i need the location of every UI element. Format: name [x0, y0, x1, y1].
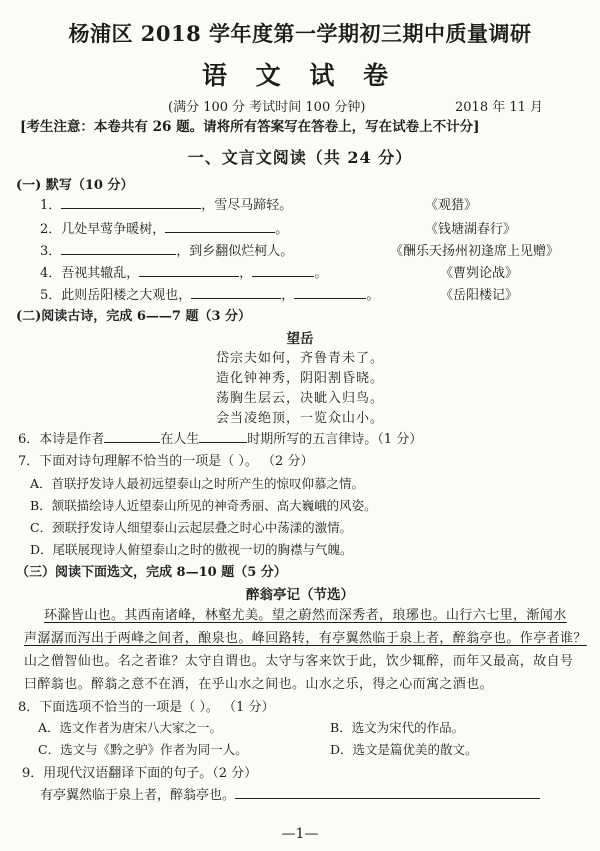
question-3 [40, 240, 293, 259]
q1-answer-blank[interactable] [61, 196, 201, 209]
q3-text: ，到乡翻似烂柯人。 [176, 244, 294, 259]
q2-text: 几处早莺争暖树， [61, 222, 166, 237]
q7-option-b: B．颔联描绘诗人近望泰山所见的神奇秀丽、高大巍峨的风姿。 [30, 498, 377, 513]
q3-answer-blank[interactable] [61, 242, 176, 255]
q5-answer-blank-1[interactable] [191, 286, 281, 299]
q4-answer-blank-1[interactable] [139, 264, 239, 277]
q8-option-d: D．选文是篇优美的散文。 [330, 742, 478, 757]
section-heading: 一、文言文阅读（共 24 分） [187, 148, 413, 167]
score-time: (满分 100 分 考试时间 100 分钟) [168, 100, 366, 115]
exam-date: 2018 年 11 月 [455, 100, 544, 115]
question-4: 4．吾视其辙乱， ， 。 [40, 266, 328, 281]
question-1 [40, 194, 292, 213]
q4-number: 4． [40, 266, 62, 281]
exam-title: 杨浦区 2018 学年度第一学期初三期中质量调研 [68, 21, 532, 46]
poem-line: 会当凌绝顶，一览众山小。 [215, 411, 384, 426]
part2-label: (二)阅读古诗，完成 6——7 题（3 分） [16, 309, 252, 324]
q9-answer-blank[interactable] [235, 786, 540, 799]
poem-line: 造化钟神秀，阴阳割昏晓。 [215, 371, 384, 386]
q1-source: 《观猎》 [425, 198, 478, 213]
q4-answer-blank-2[interactable] [252, 264, 314, 277]
q3-number: 3． [40, 244, 62, 259]
q1-text: ，雪尽马蹄轻。 [201, 198, 293, 213]
q2-source: 《钱塘湖春行》 [425, 222, 517, 237]
q7-option-a: A．首联抒发诗人最初远望泰山之时所产生的惊叹仰慕之情。 [30, 476, 365, 491]
q9-sentence: 有亭翼然临于泉上者，醉翁亭也。 [40, 784, 540, 803]
question-5: 5．此则岳阳楼之大观也， ， 。 [40, 288, 380, 303]
q8-option-c: C．选文与《黔之驴》作者为同一人。 [38, 742, 248, 757]
poem-title: 望岳 [286, 331, 314, 347]
part3-label: （三）阅读下面选文，完成 8—10 题（5 分） [16, 565, 287, 580]
question-9-stem: 9．用现代汉语翻译下面的句子。（2 分） [22, 766, 258, 781]
q6-answer-blank-2[interactable] [199, 430, 247, 443]
question-8-stem: 8．下面选项不恰当的一项是（ ）。 （1 分） [18, 700, 275, 715]
q7-option-d: D．尾联展现诗人俯望泰山之时的傲视一切的胸襟与气魄。 [30, 542, 353, 557]
part1-label: (一) 默写（10 分） [16, 178, 134, 193]
poem-line: 岱宗夫如何，齐鲁青未了。 [215, 351, 384, 366]
q5-answer-blank-2[interactable] [294, 286, 366, 299]
q2-answer-blank[interactable] [165, 220, 275, 233]
exam-subtitle: 语 文 试 卷 [201, 61, 399, 90]
page-number: —1— [281, 826, 319, 842]
question-7-stem: 7．下面对诗句理解不恰当的一项是（ ）。 （2 分） [18, 454, 314, 469]
q7-option-c: C．颈联抒发诗人细望泰山云起层叠之时心中荡漾的激情。 [30, 520, 353, 535]
q8-option-b: B．选文为宋代的作品。 [330, 720, 465, 735]
question-2: 2．几处早莺争暖树， 。 [40, 222, 289, 237]
poem-line: 荡胸生层云，决眦入归鸟。 [215, 391, 384, 406]
candidate-notice: [考生注意：本卷共有 26 题。请将所有答案写在答卷上，写在试卷上不计分] [20, 119, 480, 135]
passage-line: 环滁皆山也。其西南诸峰，林壑尤美。望之蔚然而深秀者，琅琊也。山行六七里，渐闻水 [44, 608, 567, 623]
q8-option-a: A．选文作者为唐宋八大家之一。 [38, 720, 223, 735]
passage-line: 山之僧智仙也。名之者谁？太守自谓也。太守与客来饮于此，饮少辄醉，而年又最高，故自号 [24, 654, 574, 669]
passage-title: 醉翁亭记（节选） [246, 587, 354, 603]
q2-number: 2． [40, 222, 62, 237]
passage-line: 声潺潺而泻出于两峰之间者，酿泉也。峰回路转，有亭翼然临于泉上者，醉翁亭也。作亭者谁？ [24, 631, 587, 646]
q4-text: 吾视其辙乱， [61, 266, 140, 281]
q4-source: 《曹刿论战》 [440, 266, 519, 281]
q3-source: 《酬乐天扬州初逢席上见赠》 [390, 244, 560, 259]
q5-number: 5． [40, 288, 62, 303]
q6-answer-blank-1[interactable] [104, 430, 160, 443]
question-6: 6．本诗是作者 在人生 时期所写的五言律诗。（1 分） [18, 432, 423, 447]
q1-number: 1． [40, 198, 62, 213]
passage-line: 曰醉翁也。醉翁之意不在酒，在乎山水之间也。山水之乐，得之心而寓之酒也。 [24, 677, 494, 692]
q5-source: 《岳阳楼记》 [440, 288, 519, 303]
q5-text: 此则岳阳楼之大观也， [61, 288, 192, 303]
